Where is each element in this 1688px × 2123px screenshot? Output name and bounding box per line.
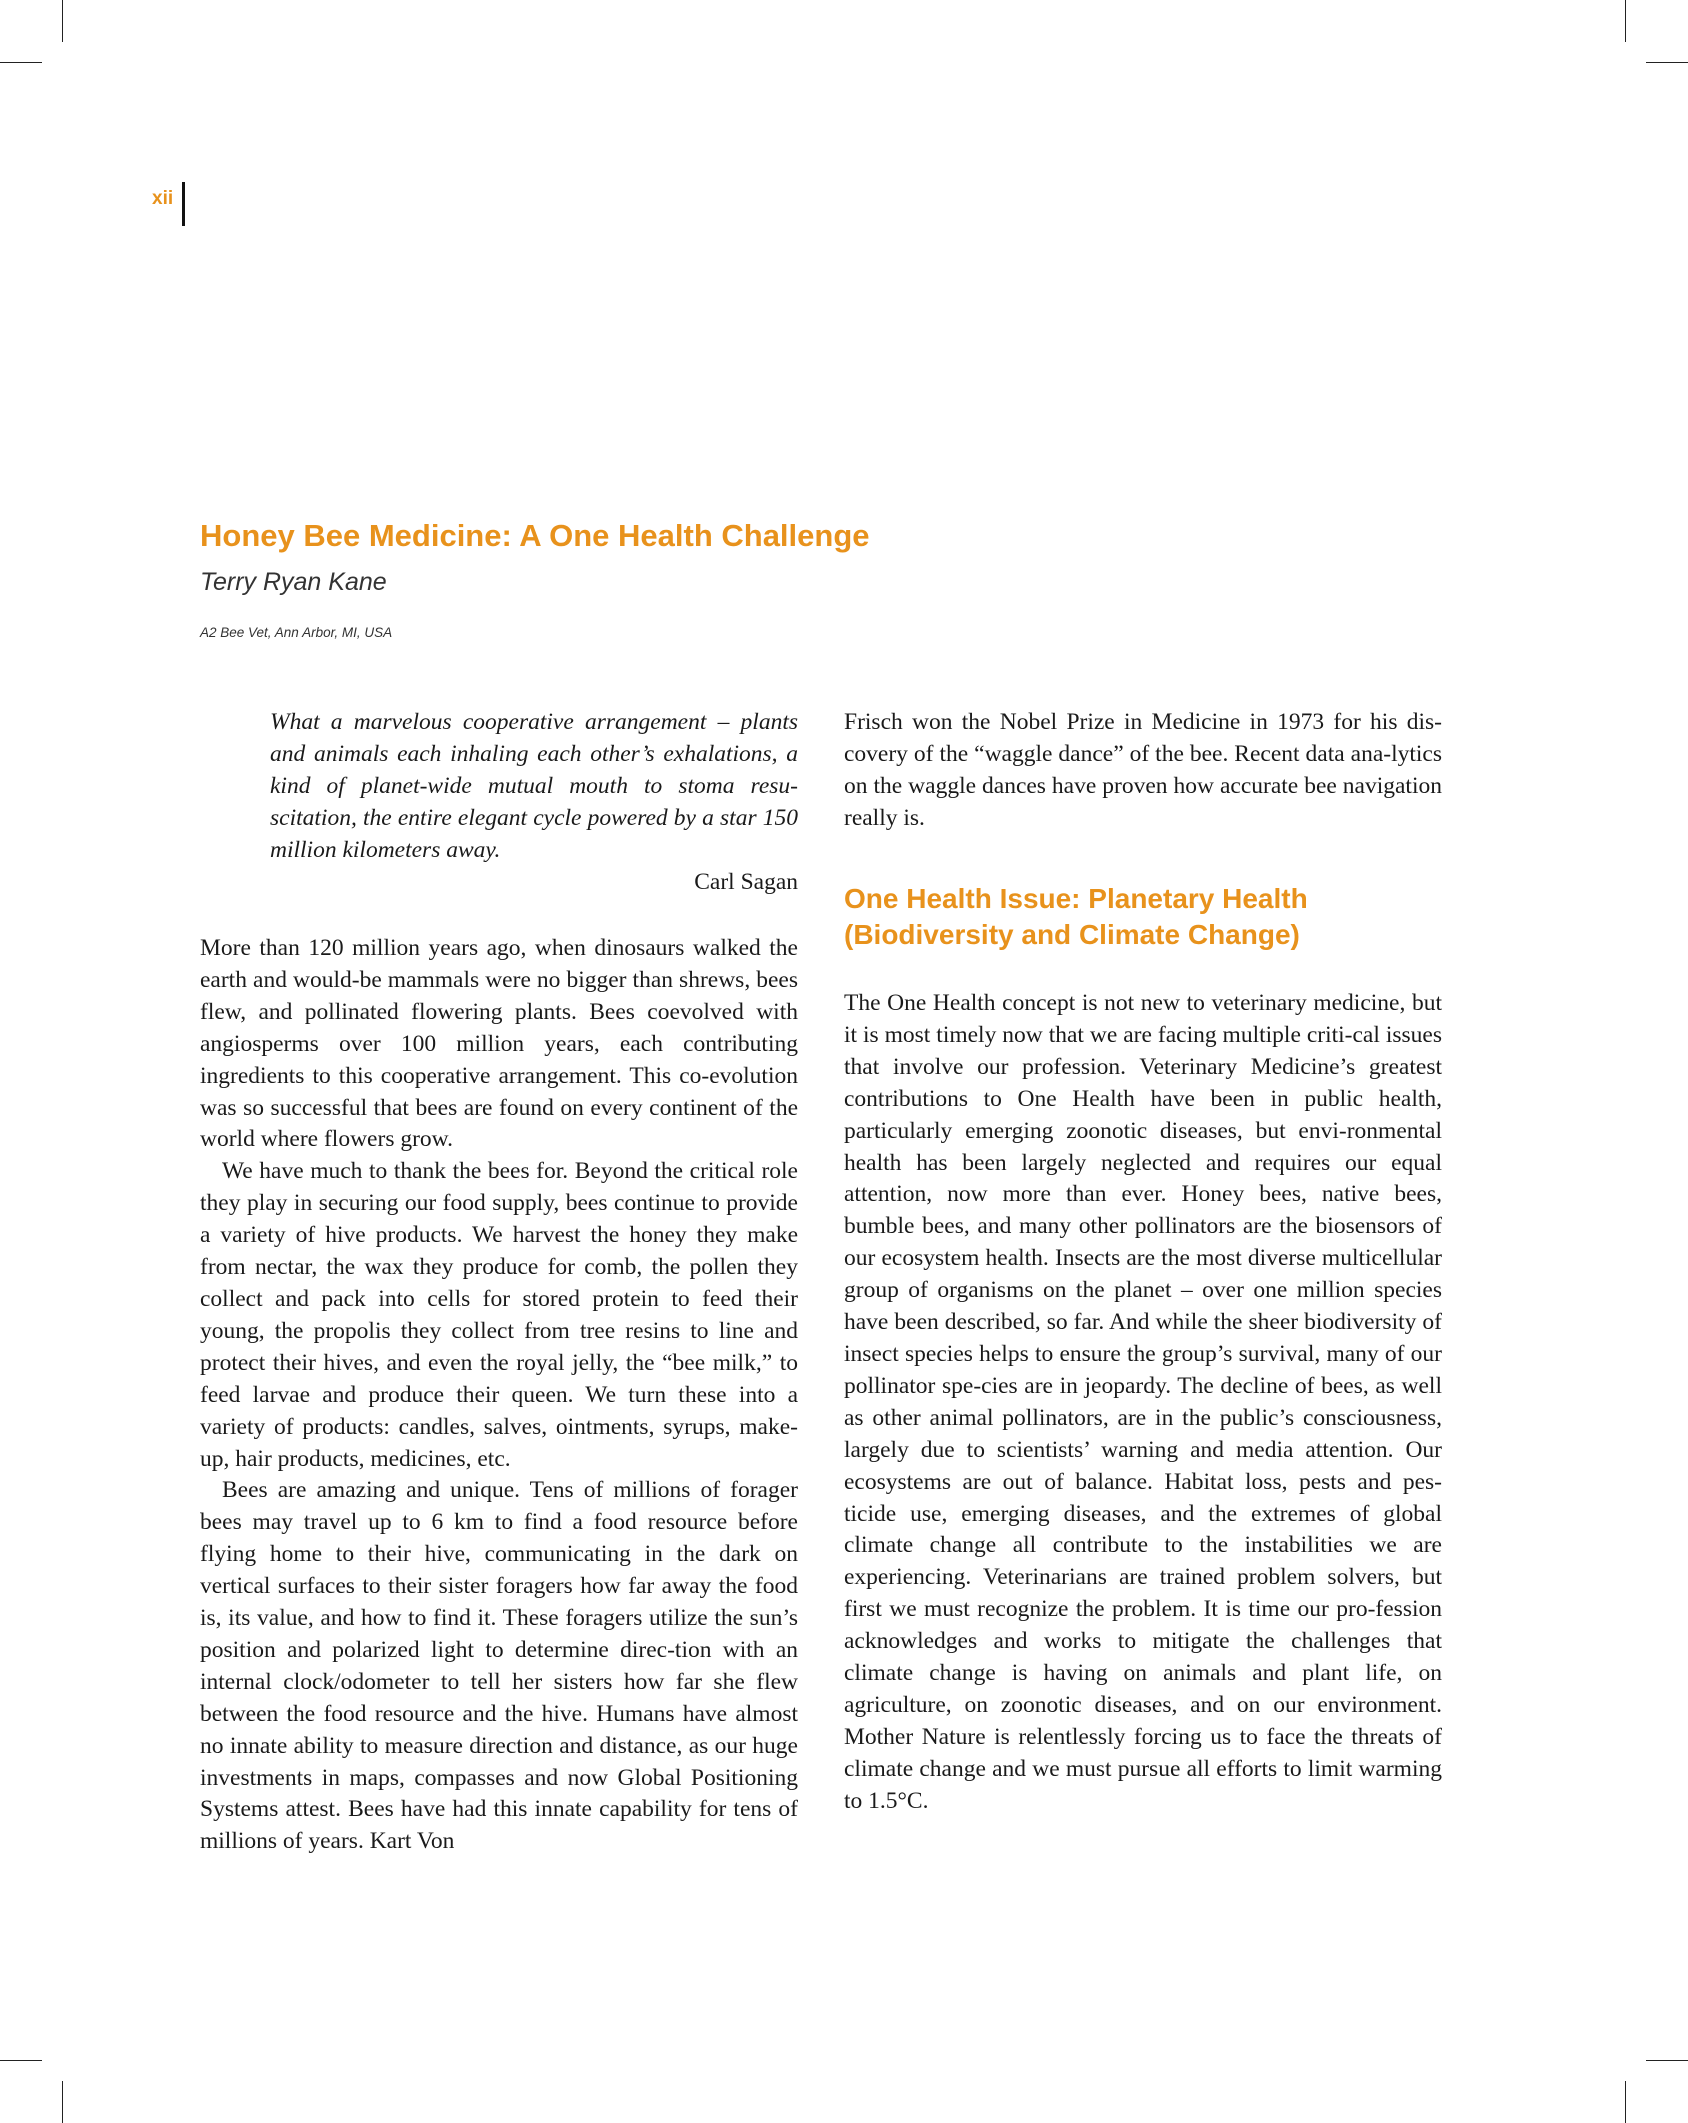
crop-mark <box>62 2081 63 2123</box>
crop-mark <box>1646 62 1688 63</box>
crop-mark <box>0 62 42 63</box>
body-paragraph-continued: Frisch won the Nobel Prize in Medicine in 1973 for his dis-covery of the “waggle dance” of the bee. Recent data ana-lytics on the waggle dances have proven how accurate bee navigation really is. <box>844 709 1442 831</box>
body-paragraph: We have much to thank the bees for. Beyond the critical role they play in securing our food supply, bees continue to provide a variety of hive products. We harvest the honey they make from nectar, the wax they produce for comb, the pollen they collect and pack into cells for stored protein to feed their young, the propolis they collect from tree resins to line and protect their hives, and even the royal jelly, the “bee milk,” to feed larvae and produce their queen. We turn these into a variety of products: candles, salves, ointments, syrups, make-up, hair products, medicines, etc. <box>200 1158 798 1472</box>
section-heading: One Health Issue: Planetary Health (Biodiversity and Climate Change) <box>844 883 1308 950</box>
body-column-right <box>844 707 1442 835</box>
body-paragraph: More than 120 million years ago, when dinosaurs walked the earth and would-be mammals were no bigger than shrews, bees flew, and pollinated flowering plants. Bees coevolved with angiosperms over 100 million years, each contributing ingredients to this cooperative arrangement. This co-evolution was so successful that bees are found on every continent of the world where flowers grow. <box>200 935 798 1153</box>
crop-mark <box>62 0 63 42</box>
author-affiliation: A2 Bee Vet, Ann Arbor, MI, USA <box>200 625 393 640</box>
body-column-left <box>200 933 798 1858</box>
author-name: Terry Ryan Kane <box>200 568 387 596</box>
body-paragraph: Bees are amazing and unique. Tens of millions of forager bees may travel up to 6 km to find a food resource before flying home to their hive, communicating in the dark on vertical surfaces to their sister foragers how far away the food is, its value, and how to find it. These foragers utilize the sun’s position and polarized light to determine direc-tion with an internal clock/odometer to tell her sisters how far she flew between the food resource and the hive. Humans have almost no innate ability to measure direction and distance, as our huge investments in maps, compasses and now Global Positioning Systems attest. Bees have had this innate capability for tens of millions of years. Kart Von <box>200 1477 798 1855</box>
section-body <box>844 988 1442 1818</box>
body-paragraph: The One Health concept is not new to veterinary medicine, but it is most timely now that we are facing multiple criti-cal issues that involve our profession. Veterinary Medicine’s greatest contributions to One Health have been in public health, particularly emerging zoonotic diseases, but envi-ronmental health has been largely neglected and requires our equal attention, now more than ever. Honey bees, native bees, bumble bees, and many other pollinators are the biosensors of our ecosystem health. Insects are the most diverse multicellular group of organisms on the planet – over one million species have been described, so far. And while the sheer biodiversity of insect species helps to ensure the group’s survival, many of our pollinator spe-cies are in jeopardy. The decline of bees, as well as other animal pollinators, are in the public’s consciousness, largely due to scientists’ warning and media attention. Our ecosystems are out of balance. Habitat loss, pests and pes-ticide use, emerging diseases, and the extremes of global climate change all contribute to the instabilities we are experiencing. Veterinarians are trained problem solvers, but first we must recognize the problem. It is time our pro-fession acknowledges and works to mitigate the challenges that climate change is having on animals and plant life, on agriculture, on zoonotic diseases, and on our environment. Mother Nature is relentlessly forcing us to face the threats of climate change and we must pursue all efforts to limit warming to 1.5°C. <box>844 990 1442 1814</box>
crop-mark <box>1625 0 1626 42</box>
epigraph-attribution: Carl Sagan <box>694 868 798 895</box>
page-number-rule <box>182 182 185 226</box>
epigraph <box>270 707 798 898</box>
crop-mark <box>0 2060 42 2061</box>
crop-mark <box>1625 2081 1626 2123</box>
epigraph-quote: What a marvelous cooperative arrangement – plants and animals each inhaling each other’s exhalations, a kind of planet-wide mutual mouth to stoma resu-scitation, the entire elegant cycle powered by a star 150 million kilometers away. <box>270 709 798 863</box>
page-number: xii <box>152 188 174 209</box>
chapter-title: Honey Bee Medicine: A One Health Challenge <box>200 518 870 553</box>
crop-mark <box>1646 2060 1688 2061</box>
